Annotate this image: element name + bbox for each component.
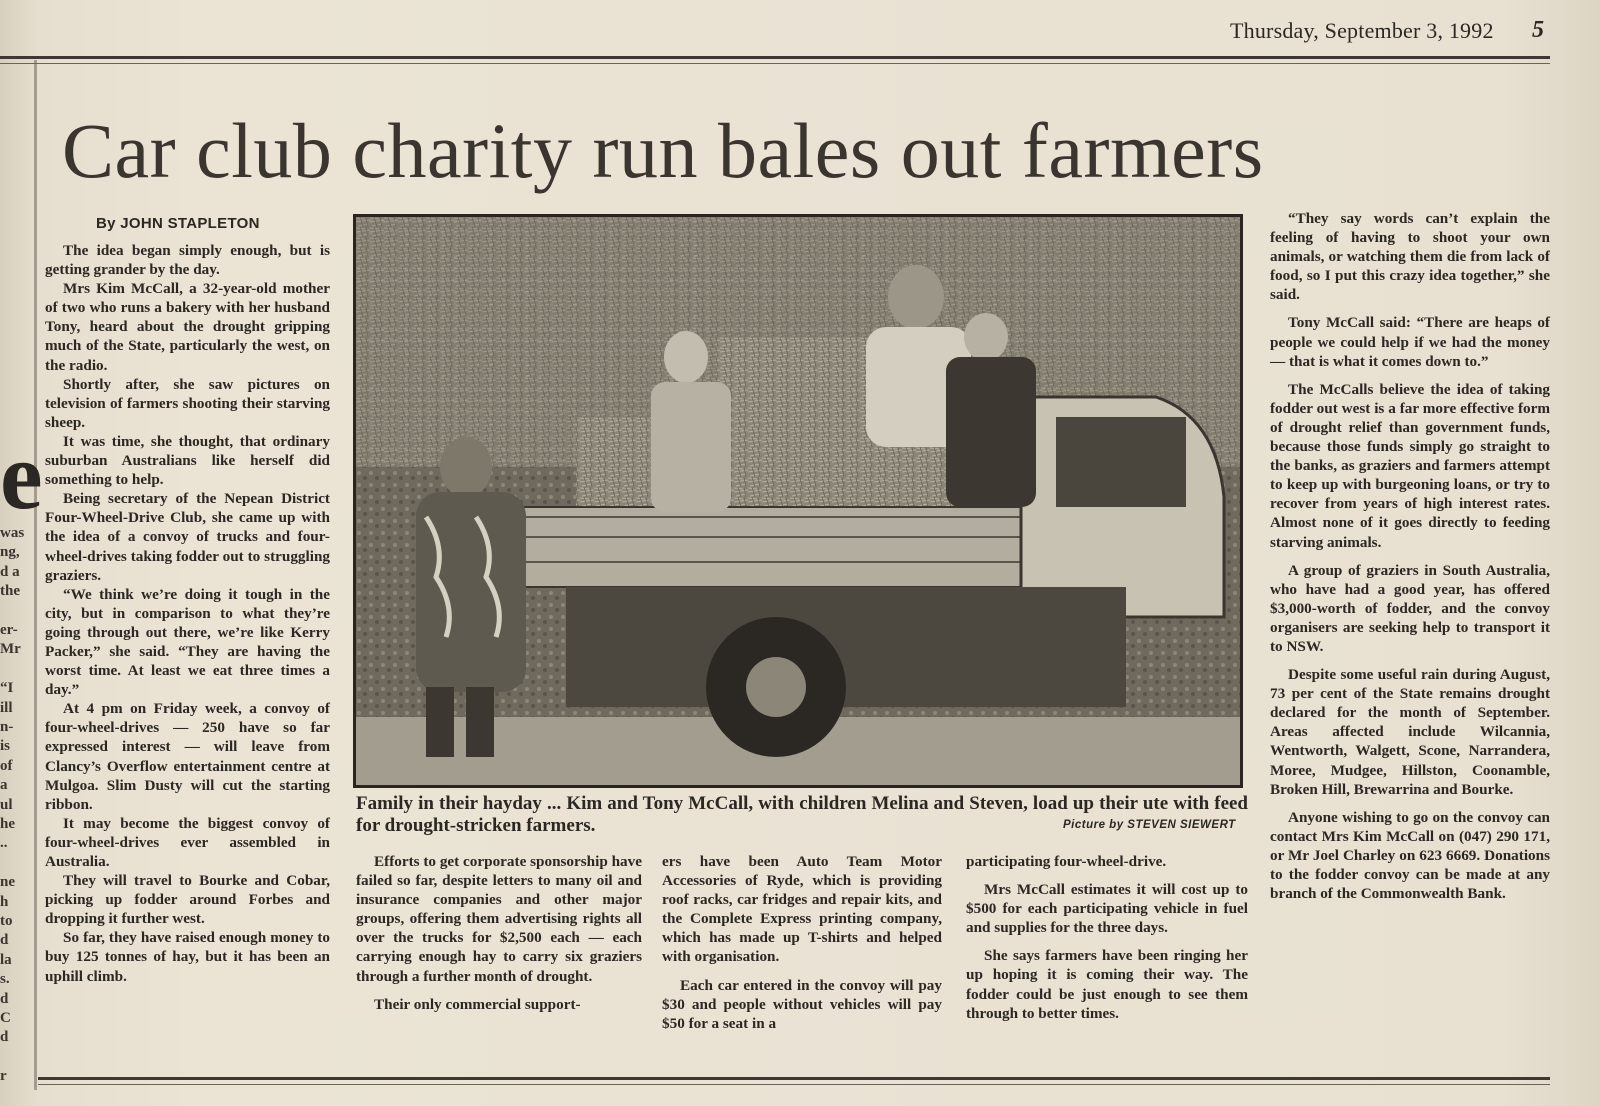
fragment-line: to xyxy=(0,913,13,929)
paragraph: Their only commercial support- xyxy=(374,995,581,1013)
figure-steven-body xyxy=(946,357,1036,507)
figure-melina-body xyxy=(651,382,731,512)
fragment-line: d xyxy=(0,990,9,1007)
paragraph: It was time, she thought, that ordinary suburban Australians like herself did something to help. xyxy=(45,432,330,489)
top-rule-thin xyxy=(0,63,1550,64)
paragraph: It may become the biggest convoy of four-wheel-drives ever assembled in Australia. xyxy=(45,814,330,870)
fragment-line: is xyxy=(0,738,11,755)
paragraph: ers have been Auto Team Motor Accessories of Ryde, which is providing roof racks, car fridges and repair kits, and the Complete Express printing company, which has made up T-shirts and helped with organisation. xyxy=(662,853,942,966)
fragment-line: d xyxy=(0,932,9,949)
bottom-rule xyxy=(38,1077,1550,1080)
photo-credit: Picture by STEVEN SIEWERT xyxy=(1063,819,1236,831)
ute-window xyxy=(1056,417,1186,507)
article-column-bottom-1 xyxy=(356,852,642,1023)
fragment-line: “I xyxy=(0,680,14,697)
bottom-rule-thin xyxy=(38,1084,1550,1085)
paragraph: The idea began simply enough, but is getting grander by the day. xyxy=(45,242,330,279)
paragraph: Each car entered in the convoy will pay $30 and people without vehicles will pay $50 for a seat in a xyxy=(662,976,942,1032)
fragment-line: d xyxy=(0,1029,9,1046)
fragment-line: .. xyxy=(0,835,8,852)
page-number: 5 xyxy=(1532,17,1544,43)
fragment-line: a xyxy=(0,777,8,794)
paragraph: Despite some useful rain during August, 73 per cent of the State remains drought declared for the month of September. Areas affected include Wilcannia, Wentworth, Walgett, Scone, Narrandera, Moree, Mudgee, Hillston, Coonamble, Broken Hill, Brewarrina and Bourke. xyxy=(1270,666,1550,798)
paragraph: Shortly after, she saw pictures on television of farmers shooting their starving sheep. xyxy=(45,375,330,431)
paragraph: So far, they have raised enough money to buy 125 tonnes of hay, but it has been an uphill climb. xyxy=(45,929,330,985)
fragment-line: the xyxy=(0,583,20,600)
top-rule xyxy=(0,56,1550,59)
paragraph: They will travel to Bourke and Cobar, picking up fodder around Forbes and dropping it further west. xyxy=(45,872,330,928)
fragment-line: s. xyxy=(0,971,10,988)
fragment-line: la xyxy=(0,951,12,968)
photo-illustration xyxy=(356,217,1240,785)
ute-tray xyxy=(521,507,1041,587)
fragment-line: C xyxy=(0,1010,11,1026)
ute-chassis xyxy=(566,587,1126,707)
paragraph: Mrs McCall estimates it will cost up to $500 for each participating vehicle in fuel and supplies for the three days. xyxy=(966,881,1248,937)
issue-date: Thursday, September 3, 1992 xyxy=(1230,18,1494,43)
page-fold-line xyxy=(34,60,37,1090)
fragment-line: was xyxy=(0,525,25,541)
paragraph: A group of graziers in South Australia, who have had a good year, has offered $3,000-worth of fodder, and the convoy organisers are seeking help to transport it to NSW. xyxy=(1270,561,1550,655)
paragraph: Anyone wishing to go on the convoy can contact Mrs Kim McCall on (047) 290 171, or Mr Joel Charley on 623 6669. Donations to the fodder convoy can be made at any branch of the Commonwealth Bank. xyxy=(1270,808,1550,903)
fragment-line: ne xyxy=(0,874,15,891)
figure-melina-head xyxy=(664,331,708,383)
photo-caption: Family in their hayday ... Kim and Tony McCall, with children Melina and Steven, load up their ute with feed for drought-stricken farmers. xyxy=(356,793,1248,836)
headline: Car club charity run bales out farmers xyxy=(62,107,1264,194)
figure-kim-body xyxy=(416,492,526,692)
fragment-line: Mr xyxy=(0,641,21,658)
adjacent-headline-fragment: e xyxy=(0,422,43,529)
fragment-line: of xyxy=(0,757,13,774)
article-column-bottom-3 xyxy=(966,852,1248,1032)
fragment-line: ill xyxy=(0,699,13,716)
paragraph: Tony McCall said: “There are heaps of people we could help if we had the money — that is what it comes down to.” xyxy=(1270,314,1550,370)
fragment-line: h xyxy=(0,893,9,910)
figure-tony-head xyxy=(888,265,944,329)
fragment-line: he xyxy=(0,816,15,832)
fragment-line: d a xyxy=(0,563,20,580)
figure-steven-head xyxy=(964,313,1008,361)
paragraph: “We think we’re doing it tough in the city, but in comparison to what they’re going through out there, we’re like Kerry Packer,” she said. “They are having the worst time. At least we eat three times a day.” xyxy=(45,585,330,699)
paragraph: The McCalls believe the idea of taking fodder out west is a far more effective form of drought relief than government funds, because those funds simply go straight to the banks, as graziers and farmers attempt to keep up with burgeoning loans, or try to recover from years of high interest rates. Almost none of it goes directly to feeding starving animals. xyxy=(1270,380,1550,551)
article-column-1 xyxy=(45,241,330,986)
article-column-bottom-2 xyxy=(662,852,942,1042)
byline: By JOHN STAPLETON xyxy=(96,215,260,232)
paragraph: participating four-wheel-drive. xyxy=(966,853,1167,870)
figure-kim-head xyxy=(440,437,492,497)
paragraph: Mrs Kim McCall, a 32-year-old mother of two who runs a bakery with her husband Tony, heard about the drought gripping much of the State, particularly the west, on the radio. xyxy=(45,280,330,374)
article-column-right xyxy=(1270,209,1550,912)
fragment-line: r xyxy=(0,1068,7,1085)
paragraph: “They say words can’t explain the feeling of having to shoot your own animals, or watching them die from lack of food, so I put this crazy idea together,” she said. xyxy=(1270,210,1550,304)
fragment-line: ul xyxy=(0,796,13,813)
fragment-line: ng, xyxy=(0,544,20,561)
paragraph: At 4 pm on Friday week, a convoy of four-wheel-drives — 250 have so far expressed interest — will leave from Clancy’s Overflow entertainment centre at Mulgoa. Slim Dusty will cut the starting ribbon. xyxy=(45,700,330,813)
fragment-line: er- xyxy=(0,622,18,638)
paragraph: Efforts to get corporate sponsorship have failed so far, despite letters to many oil and insurance companies and other major groups, offering them advertising rights all over the trucks for $2,500 each — each carrying enough hay to carry six graziers through a further month of drought. xyxy=(356,853,642,985)
paragraph: Being secretary of the Nepean District Four-Wheel-Drive Club, she came up with the idea of a convoy of trucks and four-wheel-drives taking fodder out to struggling graziers. xyxy=(45,490,330,584)
fragment-line: n- xyxy=(0,719,14,735)
paragraph: She says farmers have been ringing her up hoping it is coming their way. The fodder could be just enough to see them through to better times. xyxy=(966,947,1248,1022)
news-photo xyxy=(353,214,1243,788)
